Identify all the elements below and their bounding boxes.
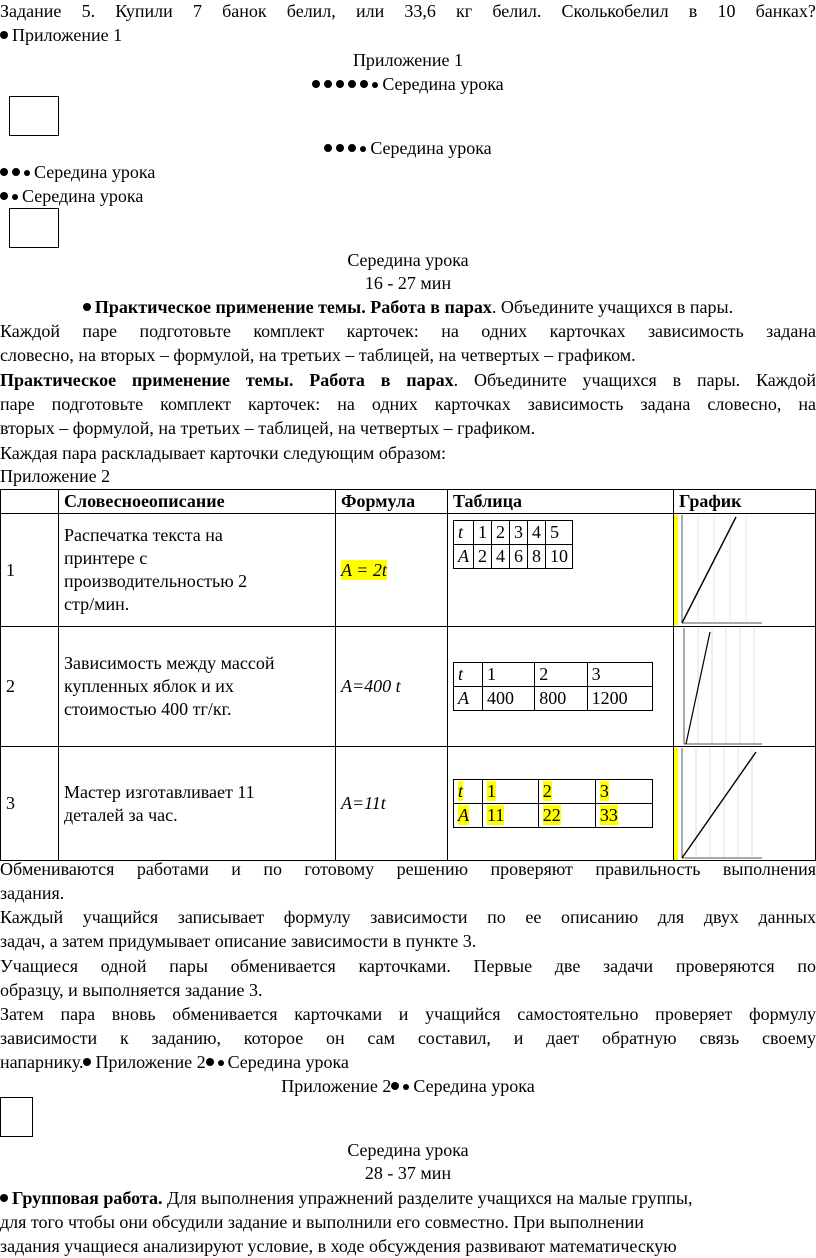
header-cell: [1, 490, 59, 514]
time-range-1: 16 - 27 мин: [364, 273, 452, 293]
row-description: [59, 747, 336, 861]
table-header-row: [1, 490, 816, 514]
bullet-icon: [336, 80, 344, 88]
time-range-2: 28 - 37 мин: [364, 1163, 452, 1183]
row-graph: [674, 514, 816, 627]
practice-line: Каждой паре подготовьте комплект карточек: на одних карточках зависимость задана: [0, 321, 816, 341]
task-word: 7: [192, 1, 202, 21]
task-word: банках?: [755, 1, 816, 21]
bullet-icon: [360, 146, 366, 152]
empty-image-box: [9, 96, 59, 136]
bullet-icon: [348, 80, 356, 88]
task-word: 10: [717, 1, 736, 21]
bullet-icon: [403, 1084, 409, 1090]
bullet-icon: [218, 1060, 224, 1066]
row-formula: [336, 514, 448, 627]
task-word: кг: [456, 1, 473, 21]
empty-image-box: [9, 208, 59, 248]
mid-lesson-bullets-4: Середина урока: [0, 185, 816, 208]
mid-lesson-heading: Середина урока: [347, 1140, 469, 1160]
after-line: задания.: [0, 883, 65, 903]
practice-heading: Практическое применение темы. Работа в парах. Объедините учащихся в пары.: [0, 296, 816, 319]
row-formula: [336, 627, 448, 747]
desc-line: Мастер изготавливает 11: [64, 781, 255, 802]
mid-lesson-heading: Середина урока: [347, 250, 469, 270]
desc-line: Зависимость между массой: [64, 653, 275, 673]
after-line: Учащиеся одной пары обменивается карточками. Первые две задачи проверяются по: [0, 956, 816, 976]
row-table: [448, 747, 674, 861]
task-line: [0, 0, 816, 23]
desc-line: деталей за час.: [64, 804, 178, 825]
mid-lesson-bullets-1: Середина урока: [0, 73, 816, 96]
bullet-icon: [0, 31, 8, 39]
header-cell: Формула: [336, 490, 448, 514]
bullet-icon: [0, 1194, 8, 1202]
graph-icon: [674, 748, 764, 860]
task-word: банок: [222, 1, 267, 21]
row-graph: [674, 747, 816, 861]
appendix1-heading: Приложение 1: [352, 50, 464, 70]
row-table: [448, 627, 674, 747]
value-table: t 1 2 3 A 11 22 33: [453, 779, 653, 828]
bullet-icon: [336, 144, 344, 152]
row-table: [448, 514, 674, 627]
formula: A=11t: [341, 793, 386, 813]
desc-line: Распечатка текста на: [64, 525, 223, 545]
bullet-icon: [312, 80, 320, 88]
row-number: 1: [1, 514, 59, 627]
desc-line: принтере с: [64, 548, 148, 568]
desc-line: купленных яблок и их: [64, 676, 234, 696]
header-cell: График: [674, 490, 816, 514]
task-word: Сколькобелил: [561, 1, 669, 21]
after-line: образцу, и выполняется задание 3.: [0, 980, 263, 1000]
value-table: t 1 2 3 A 400 800 1200: [453, 662, 653, 711]
desc-line: стоимостью 400 тг/кг.: [64, 699, 232, 719]
bullet-icon: [324, 144, 332, 152]
task-word: или: [355, 1, 385, 21]
bullet-icon: [12, 168, 20, 176]
empty-image-box: [0, 1097, 33, 1137]
bullet-icon: [0, 192, 8, 200]
task-word: в: [688, 1, 698, 21]
mid-lesson-bullets-2: Середина урока: [0, 137, 816, 160]
graph-icon: [674, 515, 764, 625]
task-word: белил,: [286, 1, 336, 21]
after-line: напарнику. Приложение 2 Середина урока: [0, 1052, 349, 1072]
practice-line: словесно, на вторых – формулой, на третьих – таблицей, на четвертых – графиком.: [0, 345, 636, 365]
bullet-icon: [0, 168, 8, 176]
after-line: Каждый учащийся записывает формулу зависимости по ее описанию для двух данных: [0, 907, 816, 927]
row-description: [59, 627, 336, 747]
table-row: [1, 514, 816, 627]
table-row: [1, 747, 816, 861]
bullet-icon: [83, 1058, 91, 1066]
group-line: задания учащиеся анализируют условие, в ходе обсуждения развивают математическую: [0, 1236, 677, 1256]
graph-icon: [674, 628, 764, 746]
formula: A = 2t: [341, 559, 387, 580]
after-line: Обмениваются работами и по готовому решению проверяют правильность выполнения: [0, 859, 816, 879]
bullet-icon: [360, 80, 368, 88]
practice-line: Практическое применение темы. Работа в парах. Объедините учащихся в пары. Каждой: [0, 370, 816, 390]
practice-line: Каждая пара раскладывает карточки следующим образом:: [0, 443, 447, 463]
bullet-icon: [83, 303, 91, 311]
table-row: [1, 627, 816, 747]
row-formula: [336, 747, 448, 861]
header-cell: Таблица: [448, 490, 674, 514]
bullet-appendix1: Приложение 1: [0, 24, 816, 47]
formula: A=400 t: [341, 676, 401, 696]
bullet-icon: [24, 170, 30, 176]
bullet-icon: [206, 1058, 214, 1066]
group-line: Групповая работа. Для выполнения упражнений разделите учащихся на малые группы,: [0, 1187, 816, 1210]
practice-line: паре подготовьте комплект карточек: на одних карточках зависимость задана словесно, на: [0, 394, 816, 414]
row-description: [59, 514, 336, 627]
desc-line: производительностью 2: [64, 571, 248, 591]
bullet-icon: [391, 1082, 399, 1090]
bullet-icon: [348, 144, 356, 152]
after-line: задач, а затем придумывает описание зависимости в пункте 3.: [0, 931, 477, 951]
bullet-icon: [12, 194, 18, 200]
row-graph: [674, 627, 816, 747]
after-line: Затем пара вновь обменивается карточками и учащийся самостоятельно проверяет формулу: [0, 1004, 816, 1024]
practice-line: вторых – формулой, на третьих – таблицей, на четвертых – графиком.: [0, 418, 536, 438]
appendix2-label: Приложение 2: [0, 466, 111, 486]
task-word: Задание: [0, 1, 62, 21]
mid-lesson-bullets-3: Середина урока: [0, 161, 816, 184]
group-line: для того чтобы они обсудили задание и выполнили его совместно. При выполнении: [0, 1212, 644, 1232]
cards-table: [0, 489, 816, 861]
bullet-icon: [324, 80, 332, 88]
header-cell: Словесноеописание: [59, 490, 336, 514]
after-line: зависимости к заданию, которое он сам составил, и дает обратную связь своему: [0, 1028, 816, 1048]
bullet-icon: [372, 82, 378, 88]
desc-line: стр/мин.: [64, 594, 130, 614]
task-word: 33,6: [404, 1, 436, 21]
appendix2-mid: Приложение 2 Середина урока: [281, 1076, 535, 1096]
task-word: белил.: [492, 1, 542, 21]
row-number: 3: [1, 747, 59, 861]
value-table: t 1 2 3 4 5 A 2 4 6 8 10: [453, 520, 573, 569]
task-word: Купили: [115, 1, 173, 21]
row-number: 2: [1, 627, 59, 747]
task-word: 5.: [81, 1, 96, 21]
